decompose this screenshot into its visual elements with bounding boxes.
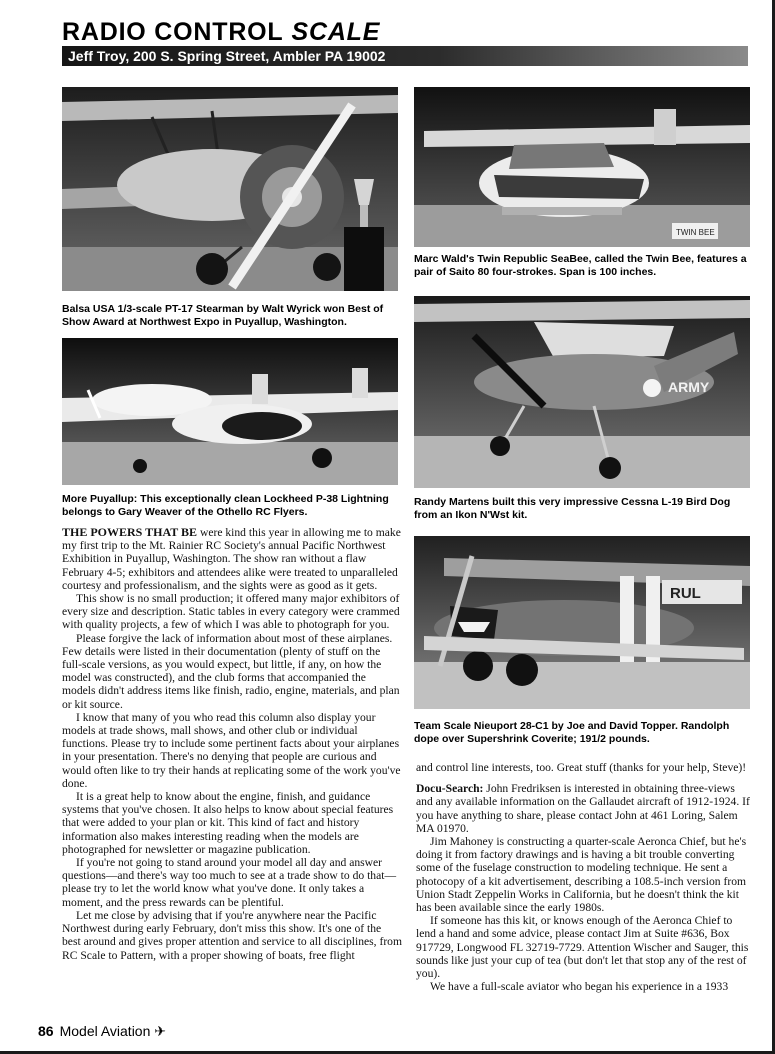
paragraph-aviator: We have a full-scale aviator who began his experience in a 1933 [430,980,729,994]
title-scale: SCALE [291,18,381,46]
caption-nieuport [414,720,754,746]
seabee-placard: TWIN BEE [676,228,715,237]
photo-stearman [62,87,398,291]
column-title [62,18,380,47]
paragraph-3: Please forgive the lack of information about most of these airplanes. Few details were listed in their documentation (plenty of stuff on the full-scale versions, as you would expect, but little, if any, on how the model was constructed), and the club forms that accompanied the models didn't address items like finish, radio, engine, materials, and plan or kit source. [62,631,400,711]
caption-seabee: Marc Wald's Twin Republic SeaBee, called the Twin Bee, features a pair of Saito 80 four-strokes. Span is 100 inches. [414,253,747,278]
author-bar [62,46,748,66]
caption-nieuport-fraction: 1/2 [591,733,606,745]
caption-stearman-fraction: 1/3 [117,303,133,315]
photo-l19 [414,296,750,488]
magazine-name: Model Aviation [59,1023,151,1039]
paragraph-mahoney: Jim Mahoney is constructing a quarter-scale Aeronca Chief, but he's doing it from factory drawings and is having a bit trouble converting some of the fuselage construction to modeling technique. He sent a photocopy of a kit advertisement, describing a 108.5-inch version from Union Stadt Zeppelin Works in California, but he doesn't think the kit has been available since the early 1980s. [416,835,747,915]
intro-text: were kind this year in allowing me to make my first trip to the Mt. Rainier RC Society's annual Pacific Northwest Exhibition in Puyallup, Washington. The show ran without a flaw February 4-5; exhibitors and attendees alike were treated to unparalleled courtesy and professionalism, and the sights were as good as it gets. [62,526,401,592]
paragraph-docu-search [416,782,754,835]
caption-l19: Randy Martens built this very impressive Cessna L-19 Bird Dog from an Ikon N'Wst kit. [414,496,731,521]
paragraph-5: It is a great help to know about the engine, finish, and guidance systems that you've chosen. It also helps to know about special features that were added to your plan or kit. This kind of fact and history information also makes interesting reading when the models are photographed for newsletter or magazine publication. [62,790,394,856]
p38-illustration [62,338,398,485]
seabee-illustration [414,87,750,247]
l19-illustration [414,296,750,488]
article-right-column [416,761,754,993]
caption-stearman-post: -scale PT-17 Stearman by Walt Wyrick won Best of Show Award at Northwest Expo in Puyallup, Washington. [62,303,384,328]
plane-icon: ✈ [154,1023,167,1039]
page-number: 86 [38,1023,54,1039]
page-footer [38,1023,166,1040]
paragraph-2: This show is no small production; it offered many major exhibitors of every size and description. Static tables in every category were crammed with quality projects, a few of which I was able to photograph for you. [62,592,400,632]
caption-stearman-pre: Balsa USA [62,303,118,315]
caption-stearman [62,303,402,329]
photo-seabee [414,87,750,247]
stearman-illustration [62,87,398,291]
photo-p38 [62,338,398,485]
docu-search-label: Docu-Search: [416,782,484,796]
l19-marking: ARMY [668,379,710,395]
caption-nieuport-pre: Team Scale Nieuport 28-C1 by Joe and David Topper. Randolph dope over Supershrink Coverite; 19 [414,720,730,745]
nieuport-illustration [414,536,750,709]
photo-nieuport [414,536,750,709]
paragraph-kit-request: If someone has this kit, or knows enough of the Aeronca Chief to lend a hand and some advice, please contact Jim at Suite #636, Box 917729, Longwood FL 32719-7729. Attention Wischer and Sauger, this sounds like just your cup of tea (but don't let that stop any of the rest of you). [416,914,749,981]
author-line: Jeff Troy, 200 S. Spring Street, Ambler PA 19002 [68,48,386,64]
paragraph-continued: and control line interests, too. Great stuff (thanks for your help, Steve)! [416,761,747,774]
docu-search-text: John Fredriksen is interested in obtaining three-views and any available information on the Gallaudet aircraft of 1912-1924. If you have anything to share, please contact John at 461 Loring, Salem MA 01970. [416,782,750,835]
paragraph-4: I know that many of you who read this column also display your models at trade shows, mall shows, and other club or individual functions. Please try to include some pertinent facts about your airplanes in your presentation. There's no denying that people are curious and would often like to try their hands at replicating some of the work you've done. [62,710,401,790]
paragraph-7: Let me close by advising that if you're anywhere near the Pacific Northwest during early February, don't miss this show. It's one of the best around and gives proper attention and service to all disciplines, from RC Scale to Pattern, with a proper showing of boats, free flight [62,908,402,962]
caption-nieuport-post: pounds. [606,733,650,745]
paragraph-6: If you're not going to stand around your model all day and answer questions—and there's way too much to see at a trade show to do that—please try to let the world know what you've done. It only takes a moment, and the press rewards can be plentiful. [62,856,397,909]
title-main: RADIO CONTROL [62,18,284,46]
nieuport-marking: RUL [670,585,701,602]
lead-in: THE POWERS THAT BE [62,525,198,539]
paragraph-intro [62,526,402,592]
article-left-column [62,526,402,962]
caption-p38: More Puyallup: This exceptionally clean Lockheed P-38 Lightning belongs to Gary Weaver of the Othello RC Flyers. [62,493,389,518]
